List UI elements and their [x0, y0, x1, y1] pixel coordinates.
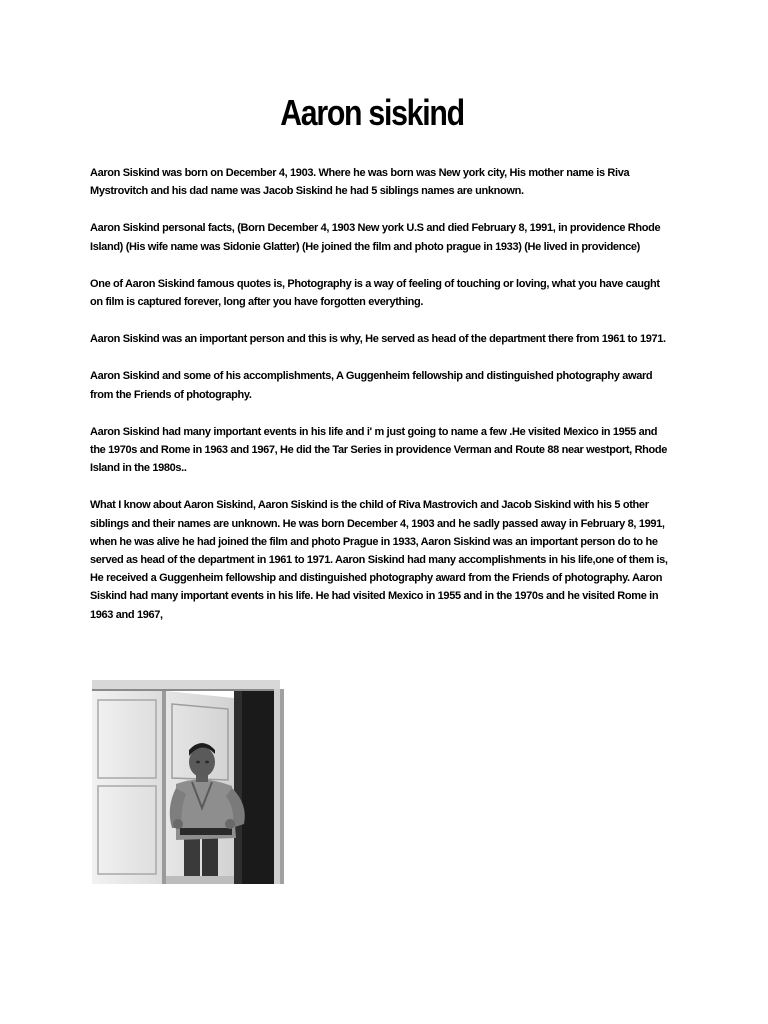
page-title: Aaron siskind [280, 92, 464, 133]
body-text [90, 164, 674, 643]
paragraph-quote: One of Aaron Siskind famous quotes is, Photography is a way of feeling of touching or loving, what you have caught on film is captured forever, long after you have forgotten everything. [90, 277, 660, 309]
paragraph-birth: Aaron Siskind was born on December 4, 1903. Where he was born was New york city, His mother name is Riva Mystrovitch and his dad name was Jacob Siskind he had 5 siblings names are unknown. [90, 167, 630, 198]
paragraph-importance: Aaron Siskind was an important person and this is why, He served as head of the department there from 1961 to 1971. [90, 333, 666, 346]
paragraph-personal-facts: Aaron Siskind personal facts, (Born December 4, 1903 New york U.S and died February 8, 1991, in providence Rhode Island) (His wife name was Sidonie Glatter) (He joined the film and photo prague in 1933) (He lived in providence) [90, 222, 661, 253]
portrait-photo [92, 678, 284, 884]
paragraph-accomplishments: Aaron Siskind and some of his accomplishments, A Guggenheim fellowship and distinguished photography award from the Friends of photography. [90, 370, 653, 401]
paragraph-events: Aaron Siskind had many important events in his life and i' m just going to name a few .He visited Mexico in 1955 and the 1970s and Rome in 1963 and 1967, He did the Tar Series in providence Verman and Route 88 near westport, Rhode Island in the 1980s.. [90, 425, 668, 475]
portrait-photo-icon [92, 678, 284, 884]
paragraph-summary: What I know about Aaron Siskind, Aaron Siskind is the child of Riva Mastrovich and Jacob Siskind with his 5 other siblings and their names are unknown. He was born December 4, 1903 and he sadly passed away in February 8, 1991, when he was alive he had joined the film and photo Prague in 1933, Aaron Siskind was an important person do to he served as head of the department in 1961 to 1971. Aaron Siskind had many accomplishments in his life,one of them is, He received a Guggenheim fellowship and distinguished photography award from the Friends of photography. Aaron Siskind had many important events in his life. He had visited Mexico in 1955 and in the 1970s and he visited Rome in 1963 and 1967, [90, 499, 668, 621]
